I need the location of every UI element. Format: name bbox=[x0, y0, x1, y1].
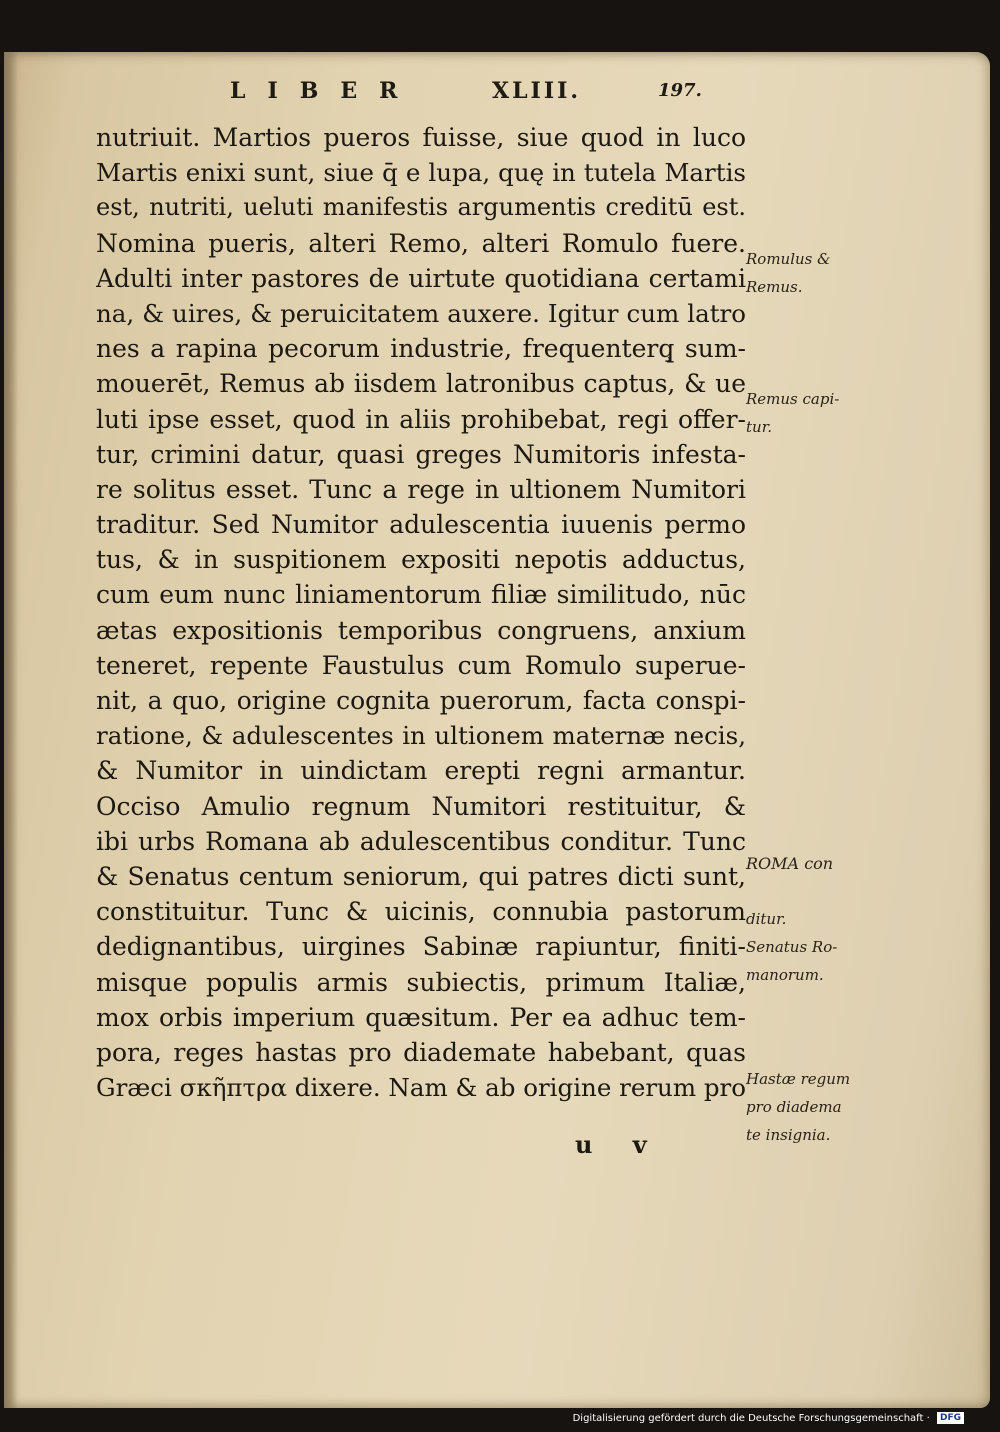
margin-note-line: te insignia. bbox=[746, 1126, 831, 1144]
credit-text: Digitalisierung gefördert durch die Deutsche Forschungsgemeinschaft · bbox=[572, 1413, 930, 1424]
margin-note-line: Remus. bbox=[746, 278, 803, 296]
margin-note-line: ditur. bbox=[746, 910, 787, 928]
margin-note-line: Hastæ regum bbox=[746, 1070, 851, 1088]
margin-note-hastae-regum bbox=[746, 1065, 850, 1149]
margin-note-line: tur. bbox=[746, 418, 772, 436]
text-line: nit, a quo, origine cognita puerorum, facta conspi- bbox=[96, 686, 746, 715]
signature-mark: u v bbox=[575, 1130, 663, 1159]
margin-note-line: Remus capi- bbox=[746, 390, 840, 408]
text-line: constituitur. Tunc & uicinis, connubia pastorum bbox=[96, 897, 746, 927]
text-line: Nomina pueris, alteri Remo, alteri Romulo fuere. bbox=[96, 228, 746, 258]
text-line: ætas expositionis temporibus congruens, anxium bbox=[96, 615, 746, 645]
text-line: Adulti inter pastores de uirtute quotidiana certami bbox=[96, 263, 746, 293]
text-line: tur, crimini datur, quasi greges Numitoris infesta- bbox=[96, 439, 746, 469]
text-line: Occiso Amulio regnum Numitori restituitur, & bbox=[96, 791, 746, 821]
text-line: cum eum nunc liniamentorum filiæ similitudo, nūc bbox=[96, 580, 746, 610]
margin-note-line: pro diadema bbox=[746, 1098, 842, 1116]
text-line: dedignantibus, uirgines Sabinæ rapiuntur, finiti- bbox=[96, 932, 746, 962]
margin-note-line: Romulus & bbox=[746, 250, 831, 268]
margin-note-line: Senatus Ro- bbox=[746, 938, 838, 956]
text-line: tus, & in suspitionem expositi nepotis adductus, bbox=[96, 545, 746, 575]
running-head-book-number: XLIII. bbox=[492, 78, 582, 104]
text-line: mox orbis imperium quæsitum. Per ea adhuc tem- bbox=[96, 1002, 746, 1032]
page-gutter-shadow bbox=[4, 52, 18, 1408]
text-line: teneret, repente Faustulus cum Romulo superue- bbox=[96, 650, 746, 680]
margin-note-remus-capitur bbox=[746, 385, 839, 441]
text-line: & Senatus centum seniorum, qui patres dicti sunt, bbox=[96, 861, 746, 891]
text-line: est, nutriti, ueluti manifestis argumentis creditū est. bbox=[96, 193, 746, 222]
folio-number: 197. bbox=[658, 80, 702, 101]
text-line: na, & uires, & peruicitatem auxere. Igitur cum latro bbox=[96, 298, 746, 328]
dfg-logo-icon: DFG bbox=[937, 1412, 964, 1424]
running-head-liber: LIBER bbox=[230, 78, 420, 104]
margin-note-line: manorum. bbox=[746, 966, 824, 984]
text-line: Martis enixi sunt, siue q̄ e lupa, quę in tutela Martis bbox=[96, 158, 746, 188]
running-head bbox=[230, 78, 750, 114]
margin-note-senatus bbox=[746, 905, 837, 989]
margin-note-romulus-remus bbox=[746, 245, 831, 301]
text-line: misque populis armis subiectis, primum Italiæ, bbox=[96, 967, 746, 997]
text-line: nes a rapina pecorum industrie, frequenterq̧ sum- bbox=[96, 334, 746, 364]
text-line: luti ipse esset, quod in aliis prohibebat, regi offer- bbox=[96, 404, 746, 434]
digitization-credit bbox=[573, 1412, 964, 1424]
margin-note-roma-conditur bbox=[746, 850, 833, 878]
margin-note-line: ROMA con bbox=[746, 854, 834, 873]
text-line: nutriuit. Martios pueros fuisse, siue quod in luco bbox=[96, 123, 746, 152]
text-line: & Numitor in uindictam erepti regni armantur. bbox=[96, 756, 746, 786]
text-line: mouerēt, Remus ab iisdem latronibus captus, & ue bbox=[96, 369, 746, 399]
text-line: re solitus esset. Tunc a rege in ultionem Numitori bbox=[96, 474, 746, 504]
text-line: pora, reges hastas pro diademate habebant, quas bbox=[96, 1037, 746, 1067]
text-line: traditur. Sed Numitor adulescentia iuuenis permo bbox=[96, 510, 746, 540]
text-line: Græci σκῆπτρα dixere. Nam & ab origine rerum pro bbox=[96, 1073, 746, 1103]
text-line: ibi urbs Romana ab adulescentibus conditur. Tunc bbox=[96, 826, 746, 856]
body-text bbox=[96, 120, 746, 1105]
text-line: ratione, & adulescentes in ultionem maternæ necis, bbox=[96, 721, 746, 751]
